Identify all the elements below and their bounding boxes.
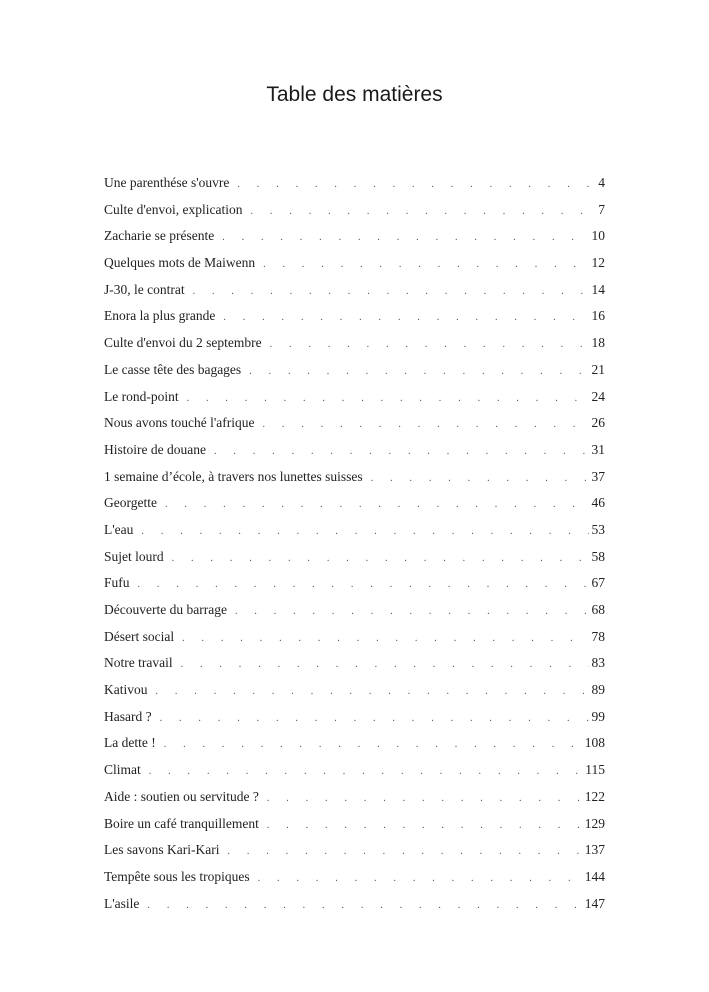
- dot-leader: [172, 553, 589, 564]
- toc-entry[interactable]: [104, 442, 605, 469]
- toc-entry[interactable]: [104, 415, 605, 442]
- toc-entry-page-number: 67: [591, 575, 605, 591]
- dot-leader: [149, 766, 583, 777]
- toc-entry-title: Aide : soutien ou servitude ?: [104, 788, 259, 804]
- toc-entry-title: Sujet lourd: [104, 548, 164, 564]
- toc-entry-page-number: 4: [598, 175, 605, 190]
- toc-entry[interactable]: [104, 335, 605, 362]
- toc-entry-page-number: 58: [591, 548, 605, 564]
- toc-entry-page-number: 7: [598, 201, 605, 217]
- toc-entry-title: Zacharie se présente: [104, 228, 215, 244]
- toc-entry-page-number: 37: [591, 468, 605, 484]
- toc-entry[interactable]: [104, 655, 605, 682]
- toc-entry-title: J-30, le contrat: [104, 281, 185, 297]
- dot-leader: [267, 820, 582, 831]
- dot-leader: [263, 259, 588, 270]
- toc-entry-page-number: 46: [591, 495, 605, 511]
- toc-entry-title: Hasard ?: [104, 708, 152, 724]
- toc-entry-page-number: 122: [584, 788, 605, 804]
- toc-entry-page-number: 147: [584, 895, 605, 911]
- toc-entry-page-number: 31: [591, 441, 605, 457]
- toc-entry[interactable]: [104, 362, 605, 389]
- toc-entry-title: Les savons Kari-Kari: [104, 842, 220, 858]
- toc-entry[interactable]: [104, 228, 605, 255]
- dot-leader: [187, 393, 589, 404]
- toc-entry-page-number: 115: [585, 762, 605, 778]
- toc-entry-title: Fufu: [104, 575, 130, 591]
- toc-entry[interactable]: [104, 762, 605, 789]
- toc-entry[interactable]: [104, 602, 605, 629]
- toc-entry[interactable]: [104, 469, 605, 496]
- toc-entry-title: Enora la plus grande: [104, 308, 216, 324]
- toc-entry-title: Notre travail: [104, 655, 173, 671]
- dot-leader: [156, 686, 589, 697]
- toc-entry-page-number: 16: [591, 308, 605, 324]
- dot-leader: [164, 739, 582, 750]
- toc-entry-title: Quelques mots de Maiwenn: [104, 255, 256, 271]
- dot-leader: [160, 713, 589, 724]
- toc-entry-title: Georgette: [104, 495, 157, 511]
- toc-entry[interactable]: [104, 202, 605, 229]
- toc-entry[interactable]: [104, 735, 605, 762]
- toc-entry-title: Culte d'envoi du 2 septembre: [104, 335, 262, 351]
- dot-leader: [214, 446, 589, 457]
- dot-leader: [147, 900, 581, 911]
- dot-leader: [193, 286, 589, 297]
- toc-entry-title: Le rond-point: [104, 388, 179, 404]
- toc-entry-title: Une parenthése s'ouvre: [104, 175, 230, 190]
- toc-entry[interactable]: [104, 389, 605, 416]
- dot-leader: [235, 606, 589, 617]
- toc-entry[interactable]: [104, 842, 605, 869]
- toc-entry-page-number: 26: [591, 415, 605, 431]
- dot-leader: [263, 419, 589, 430]
- toc-entry-title: Nous avons touché l'afrique: [104, 415, 255, 431]
- toc-entry-page-number: 24: [591, 388, 605, 404]
- toc-entry[interactable]: [104, 522, 605, 549]
- toc-entry-page-number: 144: [584, 868, 605, 884]
- dot-leader: [138, 579, 589, 590]
- dot-leader: [267, 793, 582, 804]
- dot-leader: [227, 846, 581, 857]
- dot-leader: [165, 499, 589, 510]
- dot-leader: [223, 312, 588, 323]
- toc-entry-title: La dette !: [104, 735, 156, 751]
- toc-entry-title: Le casse tête des bagages: [104, 361, 242, 377]
- toc-entry[interactable]: [104, 629, 605, 656]
- toc-entry-page-number: 14: [591, 281, 605, 297]
- dot-leader: [249, 366, 588, 377]
- toc-entry-title: L'eau: [104, 521, 134, 537]
- toc-entry[interactable]: [104, 709, 605, 736]
- toc-entry[interactable]: [104, 175, 605, 202]
- toc-entry[interactable]: [104, 495, 605, 522]
- toc-entry-page-number: 18: [591, 335, 605, 351]
- toc-entry-page-number: 53: [591, 521, 605, 537]
- dot-leader: [141, 526, 588, 537]
- toc-entry[interactable]: [104, 789, 605, 816]
- toc-entry-page-number: 68: [591, 602, 605, 617]
- dot-leader: [251, 206, 596, 217]
- dot-leader: [270, 339, 589, 350]
- toc-entry-title: Histoire de douane: [104, 441, 206, 457]
- toc-entry-title: Culte d'envoi, explication: [104, 201, 243, 217]
- page-title: Table des matières: [266, 83, 443, 106]
- toc-entry-title: Tempête sous les tropiques: [104, 868, 250, 884]
- toc-entry-page-number: 10: [591, 228, 605, 244]
- toc-entry[interactable]: [104, 869, 605, 896]
- dot-leader: [181, 659, 589, 670]
- dot-leader: [222, 232, 588, 243]
- dot-leader: [237, 179, 595, 190]
- dot-leader: [182, 633, 588, 644]
- toc-entry-title: L'asile: [104, 895, 140, 911]
- toc-entry-page-number: 129: [584, 815, 605, 831]
- toc-entry[interactable]: [104, 255, 605, 282]
- toc-entry-title: Découverte du barrage: [104, 602, 227, 617]
- toc-entry-title: Désert social: [104, 628, 175, 644]
- toc-entry[interactable]: [104, 549, 605, 576]
- table-of-contents: [104, 175, 605, 922]
- toc-entry-title: Kativou: [104, 682, 148, 698]
- toc-entry[interactable]: [104, 282, 605, 309]
- toc-entry[interactable]: [104, 308, 605, 335]
- toc-entry[interactable]: [104, 896, 605, 923]
- toc-entry-page-number: 21: [591, 361, 605, 377]
- toc-entry-page-number: 89: [591, 682, 605, 698]
- toc-entry-title: 1 semaine d’école, à travers nos lunettes suisses: [104, 468, 363, 484]
- toc-entry[interactable]: [104, 682, 605, 709]
- toc-entry-title: Climat: [104, 762, 141, 778]
- toc-entry[interactable]: [104, 575, 605, 602]
- toc-entry-page-number: 12: [591, 255, 605, 271]
- dot-leader: [258, 873, 582, 884]
- toc-entry-title: Boire un café tranquillement: [104, 815, 259, 831]
- dot-leader: [371, 473, 589, 484]
- toc-entry[interactable]: [104, 816, 605, 843]
- toc-entry-page-number: 78: [591, 628, 605, 644]
- toc-entry-page-number: 108: [584, 735, 605, 751]
- toc-entry-page-number: 83: [591, 655, 605, 671]
- toc-entry-page-number: 99: [591, 708, 605, 724]
- toc-entry-page-number: 137: [584, 842, 605, 858]
